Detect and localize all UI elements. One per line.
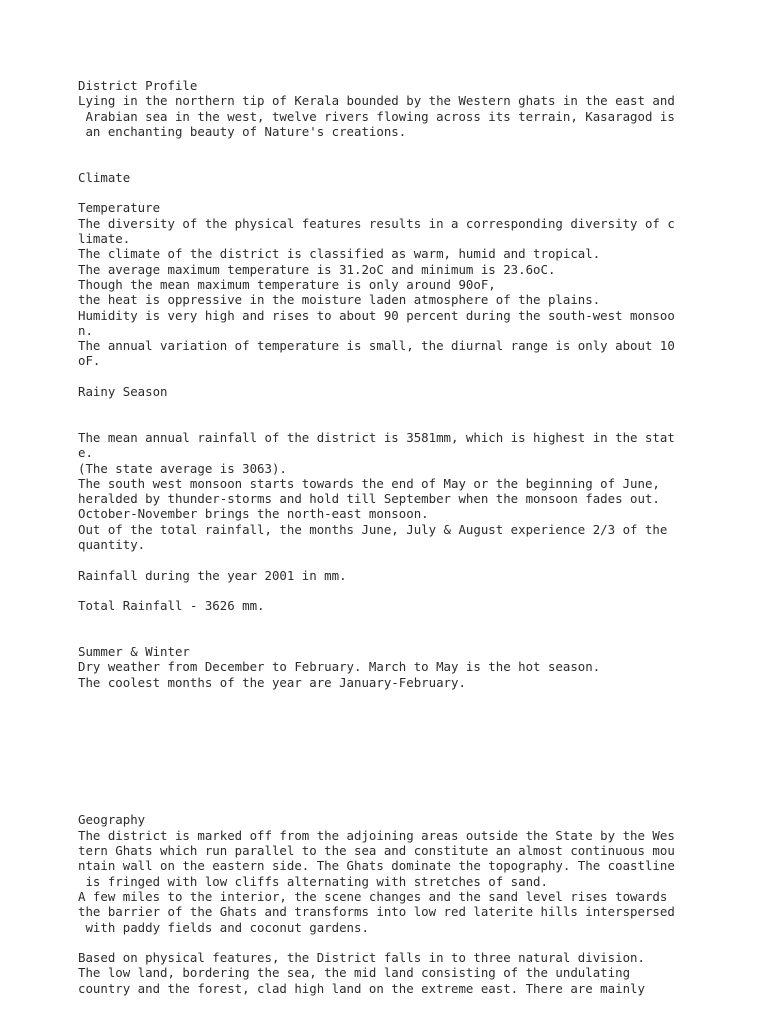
text-line: Arabian sea in the west, twelve rivers flowing across its terrain, Kasaragod is <box>78 108 675 124</box>
text-line: Geography <box>78 812 146 828</box>
text-line: Humidity is very high and rises to about 90 percent during the south-west monsoo <box>78 307 675 323</box>
text-line: oF. <box>78 353 101 369</box>
text-line: A few miles to the interior, the scene changes and the sand level rises towards <box>78 888 668 904</box>
text-line: Temperature <box>78 200 161 216</box>
text-line: Out of the total rainfall, the months June, July & August experience 2/3 of the <box>78 521 668 537</box>
text-line: District Profile <box>78 78 198 93</box>
text-line: The low land, bordering the sea, the mid land consisting of the undulating <box>78 965 631 981</box>
text-line: Dry weather from December to February. March to May is the hot season. <box>78 659 601 675</box>
text-line: Rainfall during the year 2001 in mm. <box>78 567 347 583</box>
text-line: Based on physical features, the District falls in to three natural division. <box>78 950 645 966</box>
text-line: The coolest months of the year are January-February. <box>78 674 466 690</box>
text-line: The climate of the district is classified as warm, humid and tropical. <box>78 246 601 262</box>
text-line: with paddy fields and coconut gardens. <box>78 919 369 935</box>
text-line: an enchanting beauty of Nature's creations. <box>78 123 407 139</box>
text-line: October-November brings the north-east monsoon. <box>78 506 429 522</box>
text-line: quantity. <box>78 537 146 552</box>
text-line: (The state average is 3063). <box>78 460 287 476</box>
text-line: is fringed with low cliffs alternating with stretches of sand. <box>78 873 548 889</box>
text-line: ntain wall on the eastern side. The Ghats dominate the topography. The coastline <box>78 858 675 874</box>
text-line: Total Rainfall - 3626 mm. <box>78 598 265 614</box>
text-line: Summer & Winter <box>78 644 190 660</box>
text-line: Though the mean maximum temperature is only around 90oF, <box>78 276 496 292</box>
text-line: Rainy Season <box>78 384 168 399</box>
text-line: n. <box>78 322 93 338</box>
text-line: The south west monsoon starts towards the end of May or the beginning of June, <box>78 475 660 491</box>
text-line: Lying in the northern tip of Kerala bounded by the Western ghats in the east and <box>78 93 675 109</box>
text-line: limate. <box>78 231 131 246</box>
text-line: country and the forest, clad high land on the extreme east. There are mainly <box>78 980 645 996</box>
text-line: The district is marked off from the adjoining areas outside the State by the Wes <box>78 827 675 843</box>
text-line: the heat is oppressive in the moisture laden atmosphere of the plains. <box>78 292 601 308</box>
text-line: heralded by thunder-storms and hold till September when the monsoon fades out. <box>78 491 660 507</box>
text-line: The average maximum temperature is 31.2oC and minimum is 23.6oC. <box>78 261 556 277</box>
text-line: tern Ghats which run parallel to the sea and constitute an almost continuous mou <box>78 843 675 858</box>
text-line: The mean annual rainfall of the district is 3581mm, which is highest in the stat <box>78 429 675 445</box>
text-line: e. <box>78 445 93 461</box>
text-line: The diversity of the physical features results in a corresponding diversity of c <box>78 215 675 231</box>
text-line: the barrier of the Ghats and transforms into low red laterite hills interspersed <box>78 904 675 920</box>
text-line: The annual variation of temperature is small, the diurnal range is only about 10 <box>78 338 675 354</box>
text-line: Climate <box>78 169 131 185</box>
